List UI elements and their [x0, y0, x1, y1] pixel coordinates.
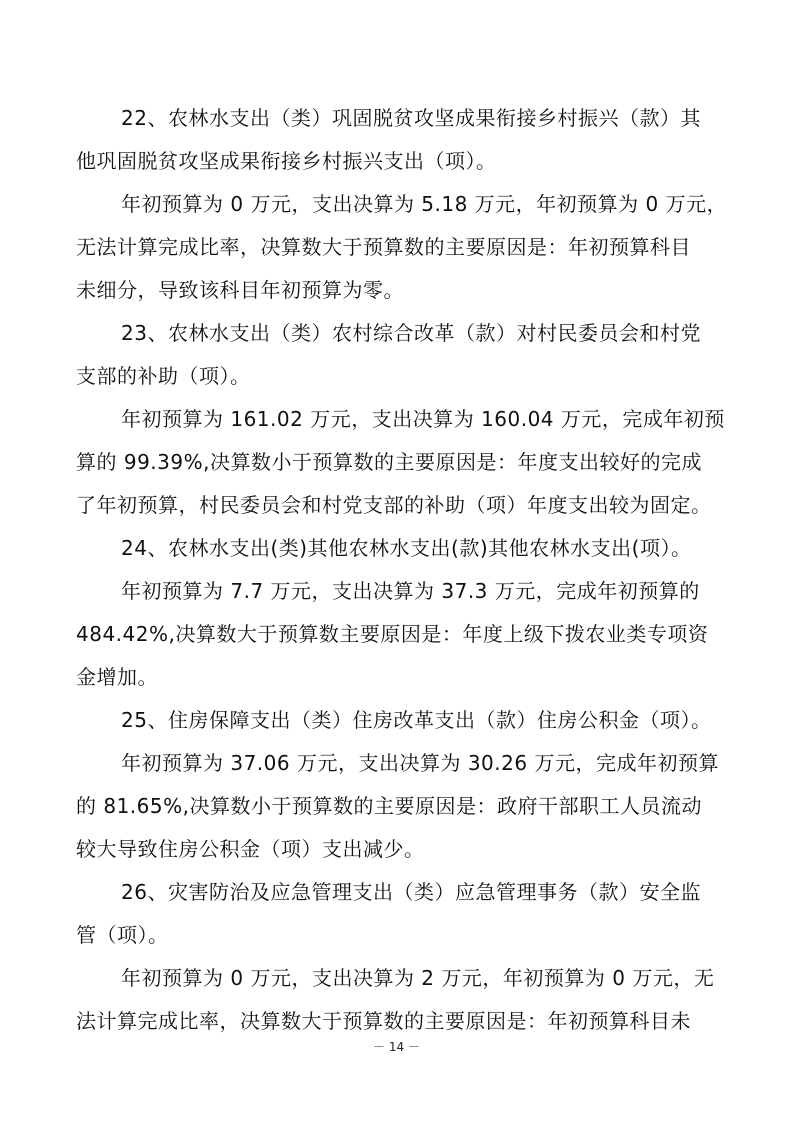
text-line: 24、农林水支出(类)其他农林水支出(款)其他农林水支出(项）。	[121, 536, 692, 560]
text-line: 26、灾害防治及应急管理支出（类）应急管理事务（款）安全监	[121, 880, 701, 904]
text-line: 23、农林水支出（类）农村综合改革（款）对村民委员会和村党	[121, 321, 701, 345]
text-line: 金增加。	[76, 665, 158, 689]
text-line: 算的 99.39%,决算数小于预算数的主要原因是：年度支出较好的完成	[76, 450, 702, 474]
text-line: 年初预算为 0 万元，支出决算为 5.18 万元，年初预算为 0 万元，	[121, 192, 728, 216]
text-line: 年初预算为 37.06 万元，支出决算为 30.26 万元，完成年初预算	[121, 751, 719, 775]
text-line: 法计算完成比率，决算数大于预算数的主要原因是：年初预算科目未	[76, 1009, 691, 1033]
text-line: 的 81.65%,决算数小于预算数的主要原因是：政府干部职工人员流动	[76, 794, 702, 818]
text-line: 他巩固脱贫攻坚成果衔接乡村振兴支出（项）。	[76, 149, 497, 173]
text-line: 年初预算为 0 万元，支出决算为 2 万元，年初预算为 0 万元，无	[121, 966, 715, 990]
text-line: 年初预算为 161.02 万元，支出决算为 160.04 万元，完成年初预	[121, 407, 725, 431]
text-line: 无法计算完成比率，决算数大于预算数的主要原因是：年初预算科目	[76, 235, 691, 259]
text-line: 25、住房保障支出（类）住房改革支出（款）住房公积金（项）。	[121, 708, 712, 732]
page-number: － 14 －	[373, 1040, 420, 1054]
text-line: 未细分，导致该科目年初预算为零。	[76, 278, 404, 302]
text-line: 了年初预算，村民委员会和村党支部的补助（项）年度支出较为固定。	[76, 493, 712, 517]
text-line: 22、农林水支出（类）巩固脱贫攻坚成果衔接乡村振兴（款）其	[121, 106, 701, 130]
text-line: 较大导致住房公积金（项）支出减少。	[76, 837, 425, 861]
text-line: 管（项）。	[76, 923, 169, 947]
text-line: 支部的补助（项）。	[76, 364, 251, 388]
text-line: 年初预算为 7.7 万元，支出决算为 37.3 万元，完成年初预算的	[121, 579, 700, 603]
text-line: 484.42%,决算数大于预算数主要原因是：年度上级下拨农业类专项资	[76, 622, 709, 646]
